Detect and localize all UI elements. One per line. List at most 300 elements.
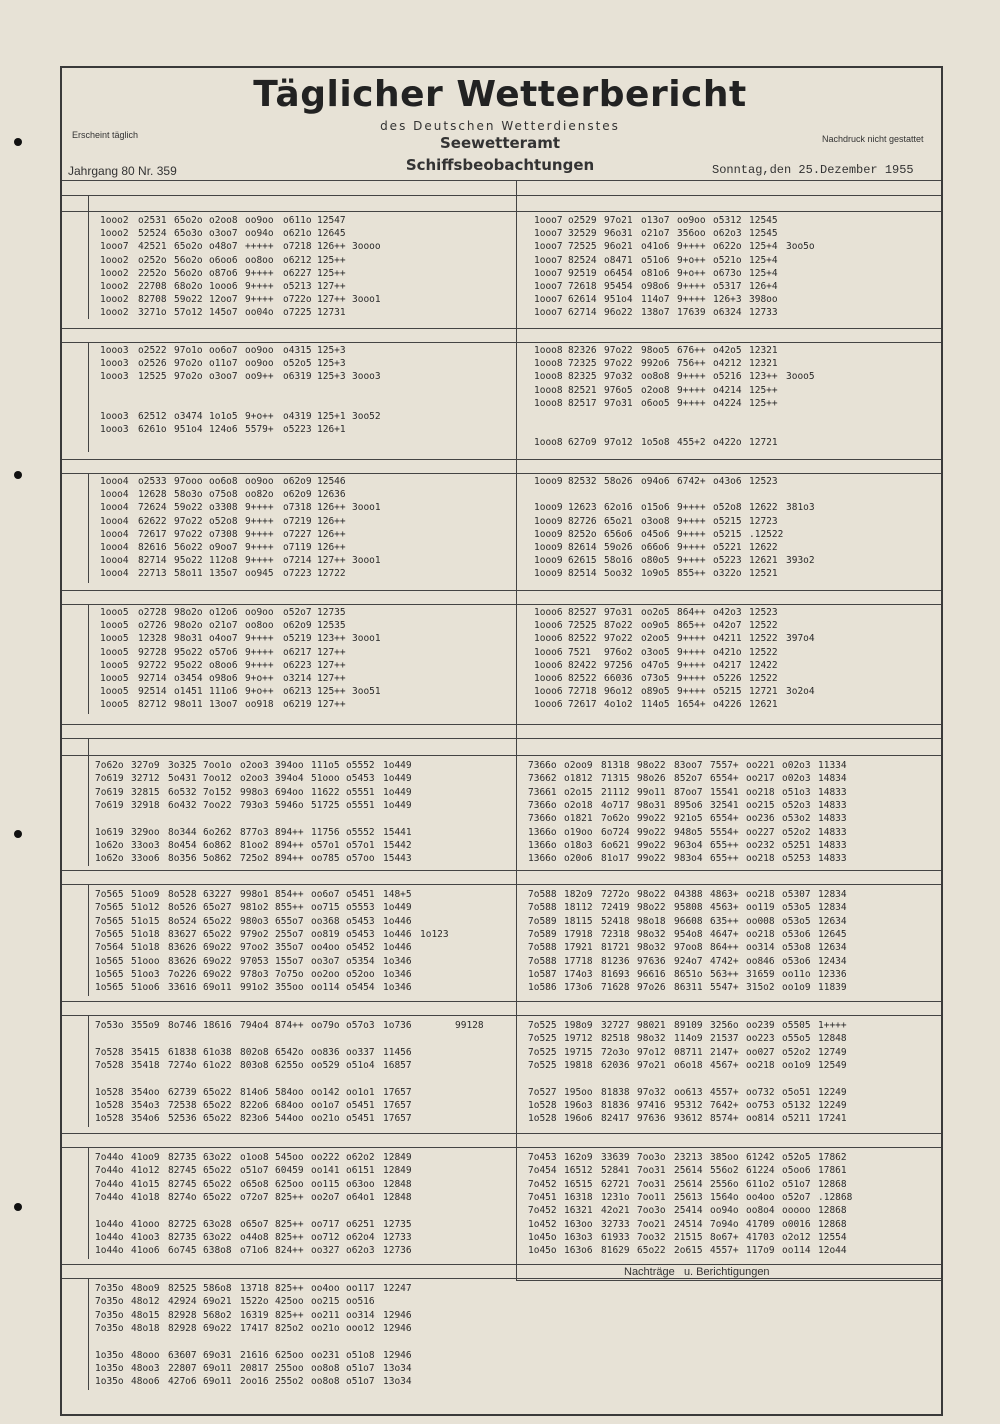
table-cell: 12522: [749, 633, 778, 645]
table-cell: o98o6: [209, 673, 238, 684]
table-cell: 5579+: [245, 424, 274, 436]
table-cell: 69o11: [203, 1376, 232, 1388]
table-cell: 97o26: [637, 982, 666, 994]
table-cell: 655++: [710, 853, 739, 865]
table-cell: 427o6: [168, 1376, 197, 1388]
table-cell: o2533: [138, 476, 167, 487]
table-cell: o48o7: [209, 241, 238, 253]
table-cell: 329oo: [131, 826, 160, 838]
table-cell: 12336: [818, 968, 847, 980]
table-cell: 822o6: [240, 1099, 269, 1111]
table-cell: 72617: [138, 528, 167, 540]
rule-line: [516, 180, 517, 726]
table-cell: 62512: [138, 411, 167, 422]
table-cell: 6554+: [710, 773, 739, 785]
table-cell: 72718: [568, 686, 597, 698]
table-cell: o4214: [713, 384, 742, 396]
table-cell: 83626: [168, 955, 197, 967]
table-cell: oo9oo: [245, 476, 274, 487]
table-cell: 756++: [677, 358, 706, 370]
table-cell: 99o22: [637, 853, 666, 865]
table-cell: o3oo7: [209, 371, 238, 383]
table-cell: 95808: [674, 902, 703, 914]
issue-date: Sonntag,den 25.Dezember 1955: [712, 163, 914, 177]
table-cell: 991o2: [240, 982, 269, 994]
table-cell: 9++++: [677, 528, 706, 540]
table-cell: oo223: [746, 1033, 775, 1045]
table-cell: 8o524: [168, 915, 197, 927]
table-cell: 97o2o: [174, 371, 203, 383]
table-cell: 58o3o: [174, 489, 203, 501]
table-cell: 20817: [240, 1362, 269, 1374]
rule-line: [62, 211, 941, 212]
table-cell: o7218: [283, 241, 312, 253]
table-cell: o53o5: [782, 902, 811, 914]
table-cell: 97o22: [604, 358, 633, 370]
table-cell: 7o565: [95, 915, 124, 927]
table-cell: 3ooo1: [352, 294, 381, 306]
table-cell: 1o449: [383, 786, 412, 798]
table-cell: 95312: [674, 1099, 703, 1111]
table-cell: o51o8: [346, 1349, 375, 1361]
table-cell: o3308: [209, 502, 238, 514]
rule-line: [62, 738, 941, 739]
table-cell: 12522: [749, 646, 778, 658]
table-cell: 86311: [674, 982, 703, 994]
table-cell: 1ooo6: [534, 607, 563, 618]
table-cell: oo9oo: [245, 345, 274, 356]
table-cell: 7o94o: [710, 1218, 739, 1230]
table-cell: 1o35o: [95, 1362, 124, 1374]
table-cell: 82326: [568, 345, 597, 356]
table-cell: oo368: [311, 915, 340, 927]
table-cell: o5215: [713, 515, 742, 527]
table-cell: 13oo7: [209, 699, 238, 711]
table-cell: 12328: [138, 633, 167, 645]
table-cell: 7o452: [528, 1205, 557, 1217]
table-cell: oo814: [746, 1113, 775, 1125]
table-cell: 42521: [138, 241, 167, 253]
table-cell: oo9oo: [245, 358, 274, 370]
table-cell: o51o6: [641, 254, 670, 266]
table-cell: 825++: [275, 1218, 304, 1230]
table-cell: oo4oo: [311, 942, 340, 954]
table-cell: 6o745: [168, 1245, 197, 1257]
table-cell: o3214: [283, 673, 312, 684]
table-cell: oo218: [746, 1059, 775, 1071]
table-cell: 7o619: [95, 773, 124, 785]
table-cell: 83627: [168, 928, 197, 940]
table-cell: 21537: [710, 1033, 739, 1045]
table-cell: 1ooo9: [534, 515, 563, 527]
table-cell: 97o12: [637, 1046, 666, 1058]
table-cell: 625oo: [275, 1349, 304, 1361]
table-cell: 992o6: [641, 358, 670, 370]
table-cell: 1522o: [240, 1296, 269, 1308]
table-cell: 4647+: [710, 928, 739, 940]
table-cell: 12523: [749, 476, 778, 487]
table-cell: 126++: [317, 515, 346, 527]
table-cell: .12868: [818, 1191, 853, 1203]
table-cell: 52536: [168, 1113, 197, 1125]
table-cell: 23213: [674, 1152, 703, 1163]
table-cell: 7o226: [168, 968, 197, 980]
table-cell: 98o26: [637, 773, 666, 785]
table-cell: 25614: [674, 1178, 703, 1190]
table-cell: 97o1o: [174, 345, 203, 356]
table-cell: 12848: [383, 1191, 412, 1203]
table-cell: 59o22: [174, 502, 203, 514]
table-cell: 95o22: [174, 659, 203, 671]
table-cell: 1ooo4: [100, 555, 129, 567]
table-cell: o42o7: [713, 620, 742, 632]
table-cell: 69o22: [203, 942, 232, 954]
table-cell: 99o11: [637, 786, 666, 798]
corrections-label-1: Nachträge: [624, 1266, 675, 1278]
table-cell: 65o22: [637, 1245, 666, 1257]
table-cell: 354oo: [131, 1086, 160, 1098]
table-cell: 92514: [138, 686, 167, 698]
table-cell: 7o525: [528, 1033, 557, 1045]
table-cell: 111o5: [311, 760, 340, 771]
table-cell: 97ooo: [174, 476, 203, 487]
table-cell: 12554: [818, 1231, 847, 1243]
table-cell: 1ooo2: [100, 267, 129, 279]
table-cell: 1ooo7: [534, 294, 563, 306]
table-cell: oo337: [346, 1046, 375, 1058]
table-cell: 127++: [317, 646, 346, 658]
table-cell: 125+3: [317, 371, 346, 383]
table-cell: 17241: [818, 1113, 847, 1125]
table-cell: 127++: [317, 294, 346, 306]
table-cell: 1o449: [383, 799, 412, 811]
table-cell: 98o22: [637, 760, 666, 771]
table-cell: 1o346: [383, 982, 412, 994]
table-cell: o5453: [346, 915, 375, 927]
table-cell: 7o152: [203, 786, 232, 798]
table-cell: 92519: [568, 267, 597, 279]
table-cell: 81836: [601, 1099, 630, 1111]
table-cell: 568o2: [203, 1309, 232, 1321]
table-cell: o62o9: [283, 620, 312, 632]
table-cell: 12733: [383, 1231, 412, 1243]
table-cell: 1ooo6: [209, 281, 238, 292]
table-cell: o7119: [283, 542, 312, 553]
table-cell: o6223: [283, 659, 312, 671]
table-cell: 1ooo9: [534, 568, 563, 580]
table-cell: oo8o8: [311, 1362, 340, 1374]
table-cell: oo231: [311, 1349, 340, 1361]
table-cell: 12545: [749, 215, 778, 226]
table-cell: o5354: [346, 955, 375, 967]
table-cell: 9++++: [245, 555, 274, 567]
table-cell: 127++: [317, 659, 346, 671]
table-cell: o622o: [713, 241, 742, 253]
table-cell: o57o1: [346, 839, 375, 851]
table-cell: 1366o: [528, 826, 557, 838]
table-cell: o9oo7: [209, 542, 238, 553]
table-cell: 7o528: [95, 1046, 124, 1058]
table-cell: 14833: [818, 799, 847, 811]
table-cell: 611o2: [746, 1178, 775, 1190]
table-cell: o422o: [713, 437, 742, 449]
table-cell: 694oo: [275, 786, 304, 798]
table-cell: 544oo: [275, 1113, 304, 1125]
table-cell: o7225: [283, 307, 312, 319]
table-cell: oo314: [746, 942, 775, 954]
table-cell: 71315: [601, 773, 630, 785]
table-cell: 824++: [275, 1245, 304, 1257]
table-cell: 7o528: [95, 1059, 124, 1071]
table-cell: o6251: [346, 1218, 375, 1230]
table-cell: oo114: [311, 982, 340, 994]
table-cell: 1o565: [95, 982, 124, 994]
rule-line: [62, 1001, 941, 1002]
table-cell: 96616: [637, 968, 666, 980]
table-cell: 12549: [818, 1059, 847, 1071]
table-cell: o62o2: [346, 1152, 375, 1163]
table-cell: oo712: [311, 1231, 340, 1243]
table-cell: 125++: [317, 686, 346, 698]
table-cell: 12522: [749, 673, 778, 684]
table-cell: oo04o: [245, 307, 274, 319]
table-cell: 852o7: [674, 773, 703, 785]
table-cell: 12634: [818, 942, 847, 954]
table-cell: 9++++: [245, 659, 274, 671]
table-cell: o5317: [713, 281, 742, 292]
table-cell: oo94o: [245, 228, 274, 240]
table-cell: 1366o: [528, 853, 557, 865]
table-cell: 865++: [677, 620, 706, 632]
table-cell: 7274o: [168, 1059, 197, 1071]
table-cell: 1ooo3: [100, 358, 129, 370]
table-cell: 12247: [383, 1283, 412, 1294]
table-cell: 1ooo2: [100, 254, 129, 266]
table-cell: 97416: [637, 1099, 666, 1111]
table-cell: 7o589: [528, 928, 557, 940]
table-cell: 1ooo4: [100, 489, 129, 501]
table-cell: o0016: [782, 1218, 811, 1230]
table-cell: o41o6: [641, 241, 670, 253]
table-cell: 125++: [749, 384, 778, 396]
table-cell: o21o7: [209, 620, 238, 632]
table-cell: 69o11: [203, 1362, 232, 1374]
table-cell: 98o22: [637, 902, 666, 914]
table-cell: 2o615: [674, 1245, 703, 1257]
rule-line: [62, 328, 941, 329]
table-cell: 825++: [275, 1309, 304, 1321]
table-cell: 1ooo5: [100, 607, 129, 618]
table-cell: 793o3: [240, 799, 269, 811]
table-cell: 72617: [568, 699, 597, 711]
table-cell: 126++: [317, 502, 346, 514]
table-cell: 14834: [818, 773, 847, 785]
table-cell: o2o18: [564, 799, 593, 811]
table-cell: 803o8: [240, 1059, 269, 1071]
table-cell: 12622: [749, 542, 778, 553]
table-cell: 1ooo7: [534, 241, 563, 253]
table-cell: o5451: [346, 1099, 375, 1111]
table-cell: 8o528: [168, 889, 197, 900]
table-cell: 58o16: [604, 555, 633, 567]
table-cell: 51725: [311, 799, 340, 811]
table-cell: 15541: [710, 786, 739, 798]
table-cell: o5o51: [782, 1086, 811, 1098]
table-cell: oo1o7: [311, 1099, 340, 1111]
table-cell: o18o3: [564, 839, 593, 851]
table-cell: 12722: [317, 568, 346, 580]
table-cell: 82517: [568, 397, 597, 409]
table-cell: 65o27: [203, 902, 232, 914]
table-cell: 6o532: [168, 786, 197, 798]
table-cell: 2556o: [710, 1178, 739, 1190]
table-cell: 82928: [168, 1322, 197, 1334]
table-cell: 998o3: [240, 786, 269, 798]
table-cell: 17657: [383, 1113, 412, 1125]
table-cell: 5946o: [275, 799, 304, 811]
table-cell: 126+1: [317, 424, 346, 436]
table-cell: 1ooo6: [534, 646, 563, 658]
table-cell: oo1o9: [782, 1059, 811, 1071]
table-cell: 97o22: [604, 633, 633, 645]
table-cell: 655o7: [275, 915, 304, 927]
table-cell: 33616: [168, 982, 197, 994]
table-cell: 8252o: [568, 528, 597, 540]
rule-line: [88, 195, 89, 319]
table-cell: 5554+: [710, 826, 739, 838]
table-cell: 97o21: [637, 1059, 666, 1071]
table-cell: 1o528: [95, 1099, 124, 1111]
table-cell: 1ooo5: [100, 686, 129, 698]
table-cell: 455+2: [677, 437, 706, 449]
table-cell: o7214: [283, 555, 312, 567]
table-cell: o2oo9: [564, 760, 593, 771]
table-cell: 97o32: [604, 371, 633, 383]
table-cell: 874++: [275, 1020, 304, 1031]
table-cell: oo1o1: [346, 1086, 375, 1098]
table-cell: 82745: [168, 1165, 197, 1177]
table-cell: ooo12: [346, 1322, 375, 1334]
copyright-note: Nachdruck nicht gestattet: [822, 134, 924, 144]
table-cell: 8o356: [168, 853, 197, 865]
table-cell: o252o: [138, 254, 167, 266]
rule-line: [516, 726, 517, 1280]
table-cell: 12868: [818, 1205, 847, 1217]
table-cell: 174o3: [564, 968, 593, 980]
table-cell: 98o11: [174, 699, 203, 711]
table-cell: 72o3o: [601, 1046, 630, 1058]
table-cell: 15443: [383, 853, 412, 865]
table-cell: 12249: [818, 1086, 847, 1098]
table-cell: 96o31: [604, 228, 633, 240]
table-cell: 1o586: [528, 982, 557, 994]
table-cell: 41709: [746, 1218, 775, 1230]
table-cell: 72318: [601, 928, 630, 940]
table-cell: o2oo8: [641, 384, 670, 396]
table-cell: o62o9: [283, 489, 312, 501]
table-cell: 12736: [383, 1245, 412, 1257]
table-cell: o52o5: [283, 358, 312, 370]
table-cell: oo732: [746, 1086, 775, 1098]
table-cell: 1o449: [383, 760, 412, 771]
table-cell: 1ooo9: [534, 502, 563, 514]
table-cell: 1o123: [420, 928, 449, 940]
table-cell: 32541: [710, 799, 739, 811]
table-cell: o1821: [564, 813, 593, 825]
table-cell: 3ooo5: [786, 371, 815, 383]
table-cell: 72618: [568, 281, 597, 292]
table-cell: 17718: [564, 955, 593, 967]
table-cell: 9++++: [245, 542, 274, 553]
table-cell: 684oo: [275, 1099, 304, 1111]
table-cell: o6217: [283, 646, 312, 658]
table-cell: 425oo: [275, 1296, 304, 1308]
table-cell: o4211: [713, 633, 742, 645]
table-cell: 1ooo2: [100, 281, 129, 292]
table-cell: 48o18: [131, 1322, 160, 1334]
table-cell: oo717: [311, 1218, 340, 1230]
table-cell: o2529: [568, 215, 597, 226]
table-cell: 895o6: [674, 799, 703, 811]
table-cell: oo2o7: [311, 1191, 340, 1203]
table-cell: 16319: [240, 1309, 269, 1321]
table-cell: 12749: [818, 1046, 847, 1058]
table-cell: 114o7: [641, 294, 670, 306]
table-cell: 8o454: [168, 839, 197, 851]
table-cell: 7oo1o: [203, 760, 232, 771]
table-cell: 9++++: [677, 502, 706, 514]
table-cell: 65o22: [203, 1113, 232, 1125]
table-cell: 97o22: [174, 528, 203, 540]
table-cell: 2252o: [138, 267, 167, 279]
table-cell: 25613: [674, 1191, 703, 1203]
table-cell: 9+o++: [677, 254, 706, 266]
table-cell: 21616: [240, 1349, 269, 1361]
table-cell: 9++++: [677, 673, 706, 684]
table-cell: 33oo3: [131, 839, 160, 851]
table-cell: 114o5: [641, 699, 670, 711]
table-cell: 9++++: [677, 646, 706, 658]
table-cell: oo9oo: [677, 215, 706, 226]
table-cell: 6o432: [168, 799, 197, 811]
table-cell: 82422: [568, 659, 597, 671]
table-cell: oo529: [311, 1059, 340, 1071]
table-cell: 198o9: [564, 1020, 593, 1031]
table-cell: o2oo3: [240, 773, 269, 785]
table-cell: o5213: [283, 281, 312, 292]
table-cell: 82417: [601, 1113, 630, 1125]
table-cell: 69o22: [203, 1322, 232, 1334]
table-cell: 6542o: [275, 1046, 304, 1058]
table-cell: 894++: [275, 853, 304, 865]
table-cell: 61933: [601, 1231, 630, 1243]
table-cell: 12849: [383, 1152, 412, 1163]
table-cell: 3o325: [168, 760, 197, 771]
table-cell: 08711: [674, 1046, 703, 1058]
table-cell: 8274o: [168, 1191, 197, 1203]
table-cell: 48oo3: [131, 1362, 160, 1374]
table-cell: 89109: [674, 1020, 703, 1031]
table-cell: o42o3: [713, 607, 742, 618]
table-cell: 61838: [168, 1046, 197, 1058]
table-cell: 823o6: [240, 1113, 269, 1125]
table-cell: o57o3: [346, 1020, 375, 1031]
table-cell: 12721: [749, 686, 778, 698]
table-cell: o62o4: [346, 1231, 375, 1243]
table-cell: o4315: [283, 345, 312, 356]
table-cell: 9++++: [677, 397, 706, 409]
table-cell: o21o7: [641, 228, 670, 240]
